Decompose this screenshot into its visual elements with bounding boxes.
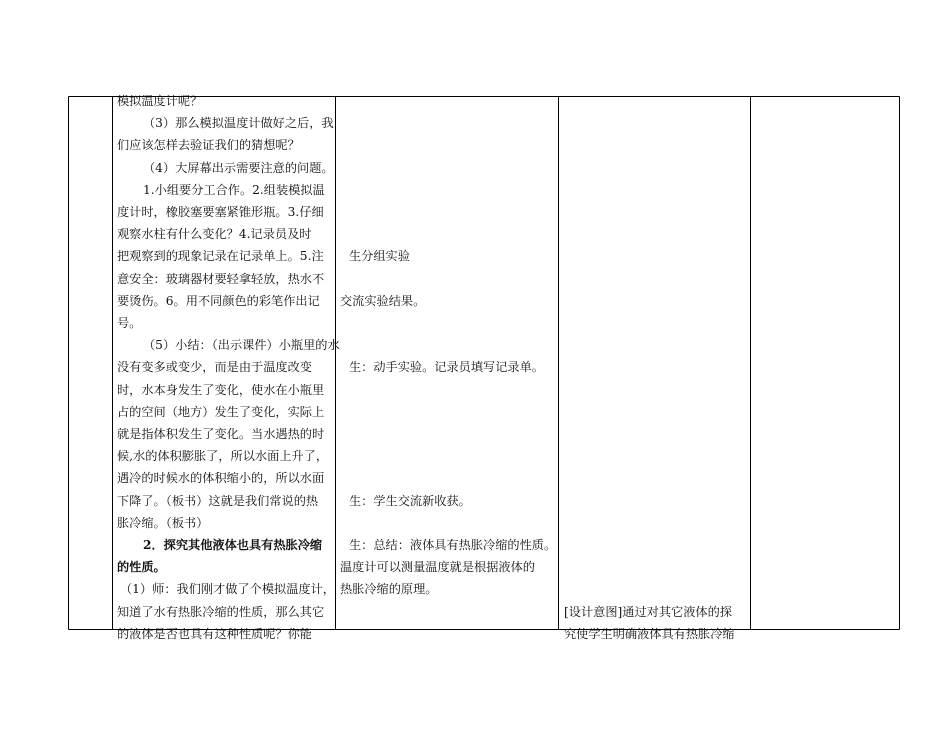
teacher-text-line: 知道了水有热胀冷缩的性质，那么其它: [117, 604, 325, 619]
student-summary-line: 温度计可以测量温度就是根据液体的: [340, 560, 535, 575]
student-summary-line: 热胀冷缩的原理。: [340, 582, 438, 597]
teacher-text-line: 意安全：玻璃器材要轻拿轻放，热水不: [117, 271, 325, 286]
design-intent-cell: [564, 90, 750, 645]
teacher-text-line: 没有变多或变少，而是由于温度改变: [117, 360, 312, 375]
teacher-text-line: 遇冷的时候水的体积缩小的，所以水面: [117, 471, 325, 486]
student-group-experiment: 生分组实验: [349, 249, 410, 264]
teacher-text-line: 观察水柱有什么变化？4.记录员及时: [117, 227, 312, 242]
section-heading-line: 2．探究其他液体也具有热胀冷缩: [143, 538, 323, 553]
teacher-text-line: 的液体是否也具有这种性质呢？你能: [117, 626, 312, 641]
teacher-text-line: （5）小结：（出示课件）小瓶里的水: [143, 338, 340, 353]
teacher-text-line: （4）大屏幕出示需要注意的问题。: [143, 160, 334, 175]
student-share-results: 交流实验结果。: [340, 293, 426, 308]
teacher-text-line: 占的空间（地方）发生了变化，实际上: [117, 404, 325, 419]
teacher-text-line: 们应该怎样去验证我们的猜想呢？: [117, 138, 300, 153]
design-intent-line: 究使学生明确液体具有热胀冷缩: [564, 626, 735, 641]
teacher-activity-cell: [117, 90, 340, 645]
student-summary-line: 生：总结：液体具有热胀冷缩的性质。: [349, 538, 557, 553]
teacher-text-line: （3）那么模拟温度计做好之后，我: [143, 116, 334, 131]
teacher-text-line: 1.小组要分工合作。2.组装模拟温: [143, 182, 325, 197]
teacher-text-line: 把观察到的现象记录在记录单上。5.注: [117, 249, 324, 264]
teacher-text-line: 就是指体积发生了变化。当水遇热的时: [117, 427, 325, 442]
design-intent-line: [设计意图]通过对其它液体的探: [564, 604, 732, 619]
teacher-text-line: 下降了。（板书）这就是我们常说的热: [117, 493, 319, 508]
student-activity-cell: [340, 90, 556, 601]
teacher-text-line: 时，水本身发生了变化，使水在小瓶里: [117, 382, 325, 397]
teacher-text-line: 候,水的体积膨胀了，所以水面上升了，: [117, 449, 329, 464]
teacher-text-line: （1）师：我们刚才做了个模拟温度计，: [120, 582, 335, 597]
student-hands-on: 生：动手实验。记录员填写记录单。: [349, 360, 544, 375]
teacher-text-line: 胀冷缩。（板书）: [117, 515, 209, 530]
teacher-text-line: 度计时，橡胶塞要塞紧锥形瓶。3.仔细: [117, 205, 324, 220]
section-heading-line: 的性质。: [117, 560, 166, 575]
teacher-text-line: 要烫伤。6。用不同颜色的彩笔作出记: [117, 293, 320, 308]
teacher-text-line: 号。: [117, 316, 142, 331]
teacher-text-line: 模拟温度计呢？: [117, 94, 203, 108]
student-share-gains: 生：学生交流新收获。: [349, 493, 471, 508]
